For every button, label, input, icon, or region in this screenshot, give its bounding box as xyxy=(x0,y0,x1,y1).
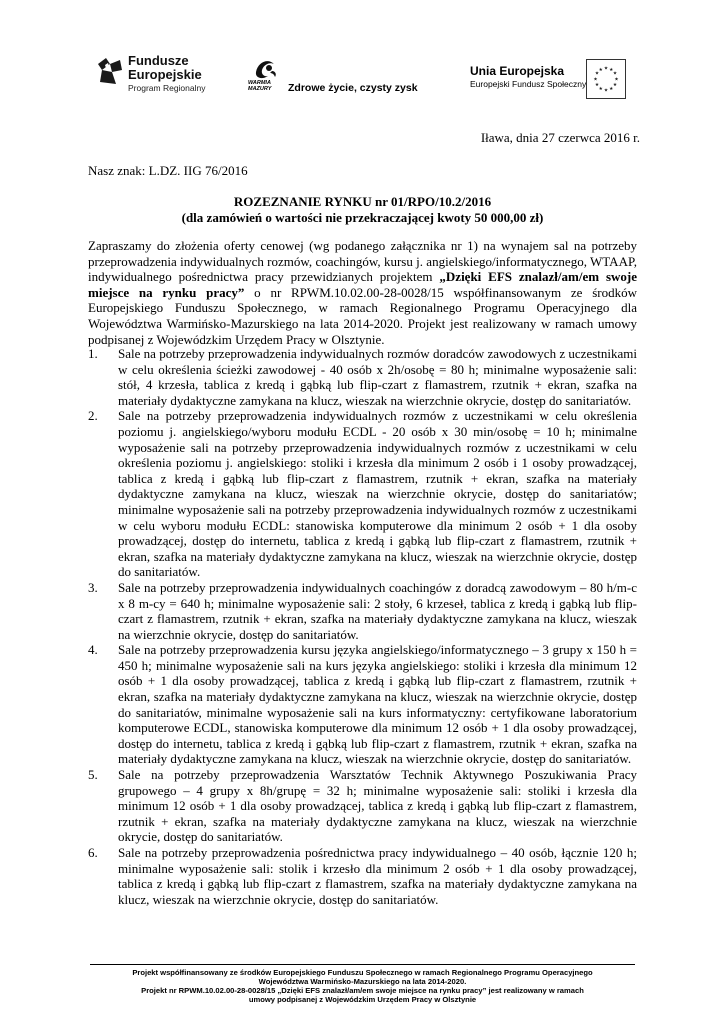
item-number: 1. xyxy=(88,346,98,361)
item-number: 5. xyxy=(88,767,98,783)
intro-text-end: o nr RPWM.10.02.00-28-0028/15 współfinansowanym ze środków Europejskiego Funduszu Społecznego, w ramach Regionalnego Programu Operacyjnego dla Województwa Warmińsko-Mazurskiego na lata 2014-2020. Projekt jest realizowany w ramach umowy podpisanej z Wojewódzkim Urzędem Pracy w Olsztynie. xyxy=(88,284,637,347)
list-item xyxy=(88,408,637,580)
svg-text:★: ★ xyxy=(598,67,603,73)
item-text: Sale na potrzeby przeprowadzenia indywidualnych rozmów z uczestnikami w celu określenia poziomu j. angielskiego/wyboru modułu ECDL - 20 osób x 30 min/osobę = 10 h; minimalne wyposażenie sali na potrzeby przeprowadzenia indywidualnych rozmów z uczestnikami w celu określenia poziomu j. angielskiego: stoliki i krzesła dla minimum 2 osób i 1 osoby prowadzącej, tablica z kredą i gąbką lub flip-czart z flamastrem, rzutnik + ekran, szafka na materiały dydaktyczne zamykana na klucz, wieszak na wierzchnie okrycie, dostęp do sanitariatów; minimalne wyposażenie sali na potrzeby przeprowadzenia indywidualnych rozmów z uczestnikami w celu wyboru modułu ECDL: stanowiska komputerowe dla minimum 2 osób + 1 dla osoby prowadzącej, dostęp do internetu, tablica z kredą i gąbką lub flip-czart z flamastrem, rzutnik + ekran, szafka na materiały dydaktyczne zamykana na klucz, wieszak na wierzchnie okrycie, dostęp do sanitariatów. xyxy=(118,408,637,580)
place-date: Iława, dnia 27 czerwca 2016 r. xyxy=(480,130,640,145)
fe-logo-line3: Program Regionalny xyxy=(128,83,206,93)
item-number: 2. xyxy=(88,408,98,424)
item-text: Sale na potrzeby przeprowadzenia indywidualnych rozmów doradców zawodowych z uczestnikami w celu określenia ścieżki zawodowej - 40 osób x 2h/osobę = 80 h; minimalne wyposażenie sali: stół, 4 krzesła, tablica z kredą i gąbką lub flip-czart z flamastrem, rzutnik + ekran, szafka na materiały dydaktyczne zamykana na klucz, wieszak na wierzchnie okrycie, dostęp do sanitariatów. xyxy=(118,346,637,408)
intro-paragraph xyxy=(88,238,637,347)
footer-line2: Województwa Warmińsko-Mazurskiego na lata 2014-2020. xyxy=(258,977,467,986)
svg-text:★: ★ xyxy=(593,77,598,83)
eu-flag-icon xyxy=(586,59,626,99)
svg-text:★: ★ xyxy=(614,77,619,83)
fundusze-europejskie-star-icon xyxy=(96,56,124,86)
wm-logo-line2: MAZURY xyxy=(248,86,272,92)
project-name: „Dzięki EFS znalazł/am/em swoje miejsce na rynku pracy” xyxy=(88,269,637,300)
item-number: 3. xyxy=(88,579,98,595)
list-item xyxy=(88,346,637,408)
svg-text:★: ★ xyxy=(598,86,603,92)
svg-text:★: ★ xyxy=(609,86,614,92)
reference-number: Nasz znak: L.DZ. IIG 76/2016 xyxy=(88,163,248,178)
footer-line4: umowy podpisanej z Wojewódzkim Urzędem Pracy w Olsztynie xyxy=(248,995,477,1004)
svg-text:★: ★ xyxy=(594,83,600,89)
warmia-mazury-swirl-icon xyxy=(252,58,278,80)
requirements-list xyxy=(88,346,637,907)
footer xyxy=(90,968,635,1004)
svg-text:★: ★ xyxy=(594,71,600,77)
item-text: Sale na potrzeby przeprowadzenia kursu języka angielskiego/informatycznego – 3 grupy x 150 h = 450 h; minimalne wyposażenie sali na kurs języka angielskiego: stoliki i krzesła dla minimum 12 osób + 1 dla osoby prowadzącej, tablica z kredą i gąbką lub flip-czart z flamastrem, rzutnik + ekran, szafka na materiały dydaktyczne zamykana na klucz, wieszak na wierzchnie okrycie, dostęp do sanitariatów, minimalne wyposażenie sali na kurs informatyczny: certyfikowane laboratorium komputerowe ECDL, stanowiska komputerowe dla minimum 12 osób + 1 dla osoby prowadzącej, dostęp do internetu, tablica z kredą i gąbką lub flip-czart z flamastrem, rzutnik + ekran, szafka na materiały dydaktyczne zamykana na klucz, wieszak na wierzchnie okrycie, dostęp do sanitariatów. xyxy=(118,642,637,767)
document-title: ROZEZNANIE RYNKU nr 01/RPO/10.2/2016 xyxy=(233,194,492,209)
fundusze-europejskie-logo xyxy=(96,54,226,102)
unia-europejska-label xyxy=(470,64,586,91)
list-item xyxy=(88,845,637,907)
svg-text:★: ★ xyxy=(612,83,618,89)
footer-divider xyxy=(90,964,635,965)
footer-line1: Projekt współfinansowany ze środków Europejskiego Funduszu Społecznego w ramach Regionalnego Programu Operacyjnego xyxy=(132,968,593,977)
wm-slogan: Zdrowe życie, czysty zysk xyxy=(288,82,418,94)
document-subtitle: (dla zamówień o wartości nie przekraczającej kwoty 50 000,00 zł) xyxy=(181,209,544,225)
item-text: Sale na potrzeby przeprowadzenia pośrednictwa pracy indywidualnego – 40 osób, łącznie 120 h; minimalne wyposażenie sali: stolik i krzesło dla minimum 2 osób + 1 dla osoby prowadzącej, tablica z kredą i gąbką lub flip-czart z flamastrem, szafka na materiały dydaktyczne zamykana na klucz, wieszak na wierzchnie okrycie, dostęp do sanitariatów. xyxy=(118,845,637,907)
list-item xyxy=(88,767,637,845)
ue-subtitle: Europejski Fundusz Społeczny xyxy=(470,79,587,89)
item-text: Sale na potrzeby przeprowadzenia Warsztatów Technik Aktywnego Poszukiwania Pracy grupowego – 4 grupy x 8h/grupę = 32 h; minimalne wyposażenie sali: stoliki i krzesła dla minimum 12 osób + 1 dla osoby prowadzącej, tablica z kredą i gąbką lub flip-czart z flamastrem, rzutnik + ekran, szafka na materiały dydaktyczne zamykana na klucz, wieszak na wierzchnie okrycie, dostęp do sanitariatów. xyxy=(118,767,637,845)
document-title-block xyxy=(88,194,637,225)
svg-text:★: ★ xyxy=(603,66,609,72)
item-text: Sale na potrzeby przeprowadzenia indywidualnych coachingów z doradcą zawodowym – 80 h/m-c x 8 m-cy = 640 h; minimalne wyposażenie sali: 2 stoły, 6 krzeseł, tablica z kredą i gąbką lub flip-czart z flamastrem, rzutnik + ekran, szafka na materiały dydaktyczne zamykana na klucz, wieszak na wierzchnie okrycie, dostęp do sanitariatów. xyxy=(118,579,637,642)
svg-text:★: ★ xyxy=(612,71,618,77)
svg-text:★: ★ xyxy=(603,88,609,94)
item-number: 6. xyxy=(88,845,98,860)
wm-logo-line1: WARMIA xyxy=(248,80,271,86)
logo-header xyxy=(0,0,725,120)
svg-text:★: ★ xyxy=(609,67,614,73)
list-item xyxy=(88,580,637,642)
item-number: 4. xyxy=(88,642,98,658)
footer-line3: Projekt nr RPWM.10.02.00-28-0028/15 „Dzięki EFS znalazł/am/em swoje miejsce na rynku pracy” jest realizowany w ramach xyxy=(141,986,584,995)
fe-logo-line1: Fundusze xyxy=(128,53,189,68)
ue-title: Unia Europejska xyxy=(470,64,565,78)
intro-text-start: Zapraszamy do złożenia oferty cenowej (wg podanego załącznika nr 1) na wynajem sal na potrzeby przeprowadzenia indywidualnych rozmów, coachingów, kursu j. angielskiego/informatycznego, WTAAP, indywidualnego pośrednictwa pracy przewidzianych projektem xyxy=(88,238,637,285)
list-item xyxy=(88,642,637,767)
fe-logo-line2: Europejskie xyxy=(128,67,202,82)
warmia-mazury-logo xyxy=(248,58,284,98)
